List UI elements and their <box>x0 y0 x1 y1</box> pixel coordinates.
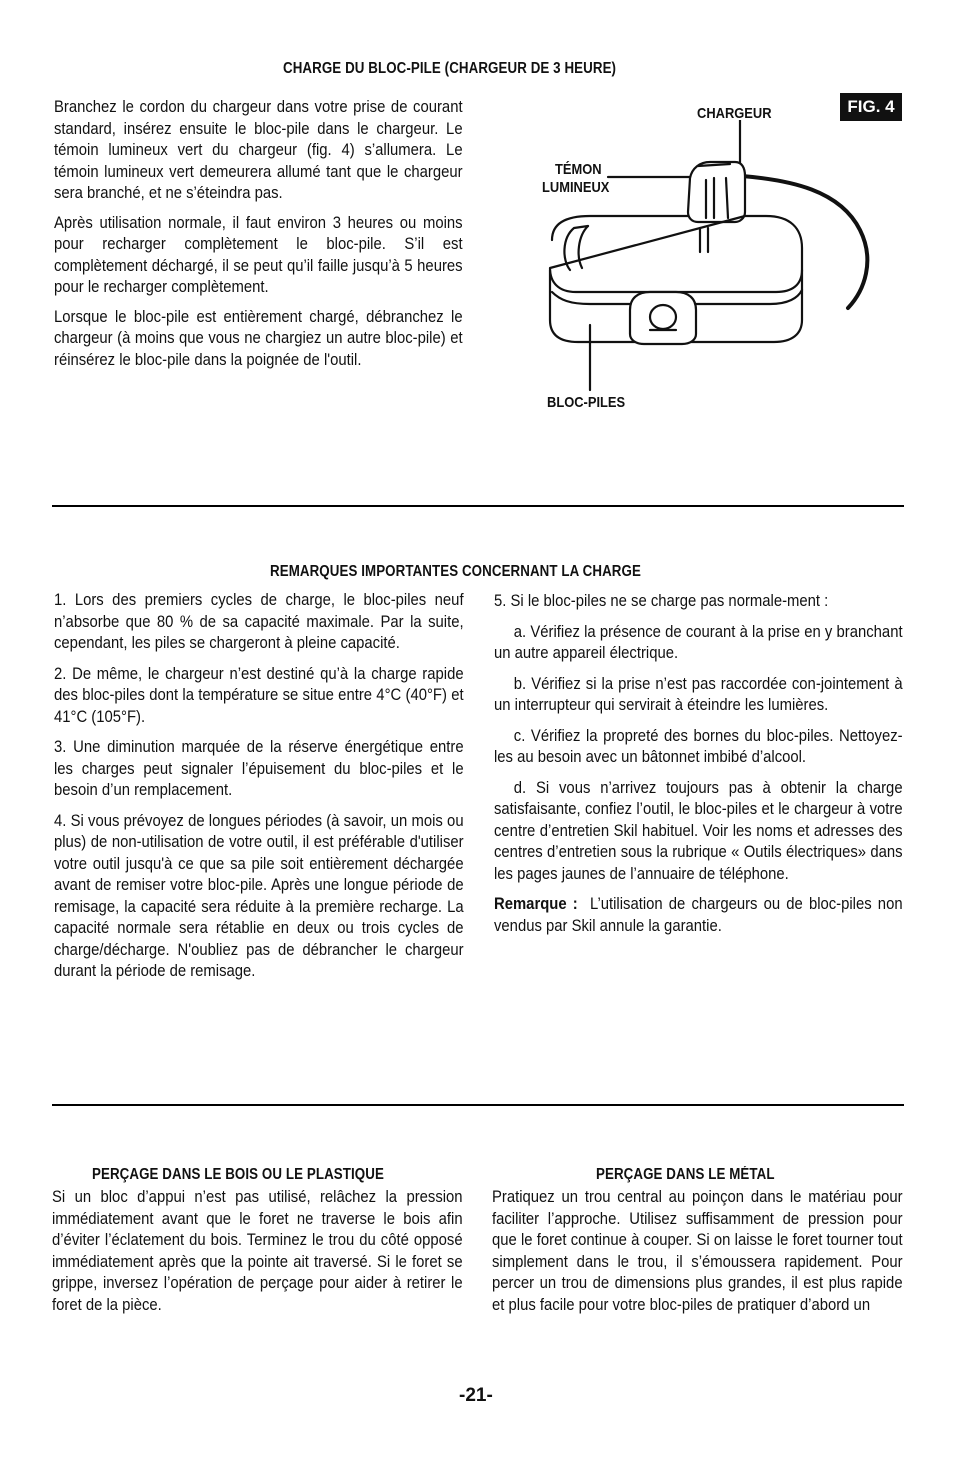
charger-battery-illustration <box>530 120 880 400</box>
metal-drilling-text <box>492 1187 903 1316</box>
remarks-right-column <box>494 591 903 937</box>
paragraph: Branchez le cordon du chargeur dans votre prise de courant standard, insérez ensuite le bloc-pile dans le chargeur. Le témoin lumineux vert du chargeur (fig. 4) s’allumera. Le témoin lumineux vert demeurera allumé tant que le chargeur sera branché, et ne s’éteindra pas. <box>54 98 463 202</box>
remark-text: L’utilisation de chargeurs ou de bloc-piles non vendus par Skil annule la garantie. <box>494 895 903 935</box>
remark-item: 2. De même, le chargeur n’est destiné qu’à la charge rapide des bloc-piles dont la température se situe entre 4°C (40°F) et 41°C (105°F). <box>54 664 464 726</box>
label-indicator-line1: TÉMON <box>555 161 602 178</box>
label-battery: BLOC-PILES <box>547 394 626 411</box>
section-divider <box>52 505 904 507</box>
label-charger: CHARGEUR <box>697 105 772 122</box>
section-title-charging: CHARGE DU BLOC-PILE (CHARGEUR DE 3 HEURE) <box>283 60 617 77</box>
remark-item-intro: 5. Si le bloc-piles ne se charge pas normale-ment : <box>494 592 829 610</box>
paragraph: Pratiquez un trou central au poinçon dans le matériau pour faciliter l’approche. Utilisez suffisamment de pression pour que le foret continue à couper. Si on laisse le foret tourner tout simplement dans le trou, il s’émoussera rapidement. Pour percer un trou de dimensions plus grandes, il est plus rapide et plus facile pour votre bloc-piles de pratiquer d’abord un <box>492 1188 903 1314</box>
remark-subitem: c. Vérifiez la propreté des bornes du bloc-piles. Nettoyez-les au besoin avec un bâtonnet imbibé d’alcool. <box>494 726 903 766</box>
remarks-left-column <box>54 590 464 983</box>
remark-item: 1. Lors des premiers cycles de charge, le bloc-piles neuf n’absorbe que 80 % de sa capacité maximale. Par la suite, cependant, les piles se chargeront à pleine capacité. <box>54 591 464 652</box>
remark-item: 3. Une diminution marquée de la réserve énergétique entre les charges peut signaler l’épuisement du bloc-piles et le besoin d’un remplacement. <box>54 738 464 799</box>
paragraph: Lorsque le bloc-pile est entièrement chargé, débranchez le chargeur (à moins que vous ne chargiez un autre bloc-pile) et réinsérez le bloc-pile dans la poignée de l'outil. <box>54 307 463 369</box>
paragraph: Si un bloc d’appui n’est pas utilisé, relâchez la pression immédiatement avant que le foret ne traverse le bois afin d’éviter l’éclatement du bois. Terminez le trou du côté opposé immédiatement après que la pointe ait traversé. Si le foret se grippe, inversez l’opération de perçage pour aider à retirer le foret de la pièce. <box>52 1188 463 1314</box>
page-number: -21- <box>459 1385 493 1406</box>
label-indicator-line2: LUMINEUX <box>542 179 610 196</box>
heading-metal-drilling: PERÇAGE DANS LE MÉTAL <box>596 1166 775 1183</box>
remark-note <box>494 894 903 937</box>
wood-drilling-text <box>52 1187 463 1316</box>
remark-subitem: d. Si vous n’arrivez toujours pas à obtenir la charge satisfaisante, confiez l’outil, le bloc-piles et le chargeur à votre centre d’entretien Skil habituel. Voir les noms et adresses des centres d’entretien sous la rubrique « Outils électriques» dans les pages jaunes de l’annuaire de téléphone. <box>494 778 903 883</box>
section-divider <box>52 1104 904 1106</box>
section-title-remarks: REMARQUES IMPORTANTES CONCERNANT LA CHARGE <box>270 563 641 580</box>
figure-tag: FIG. 4 <box>840 93 902 121</box>
charging-text <box>54 97 463 371</box>
remark-label: Remarque : <box>494 895 578 913</box>
heading-wood-drilling: PERÇAGE DANS LE BOIS OU LE PLASTIQUE <box>92 1166 384 1183</box>
paragraph: Après utilisation normale, il faut environ 3 heures ou moins pour recharger complètement le bloc-pile. S’il est complètement déchargé, il se peut qu’il faille jusqu’à 5 heures pour le recharger complètement. <box>54 213 463 296</box>
remark-subitem: a. Vérifiez la présence de courant à la prise en y branchant un autre appareil électrique. <box>494 622 903 662</box>
remark-subitem: b. Vérifiez si la prise n’est pas raccordée con-jointement à un interrupteur qui servirait à éteindre les lumières. <box>494 674 903 714</box>
remark-item: 4. Si vous prévoyez de longues périodes (à savoir, un mois ou plus) de non-utilisation de votre outil, il est préférable d'utiliser votre outil jusqu'à ce que sa pile soit entièrement déchargée avant de remiser votre bloc-pile. Après une longue période de remisage, la capacité sera réduite à la première recharge. La capacité normale sera rétablie en deux ou trois cycles de charge/décharge. N'oubliez pas de débrancher le chargeur durant la période de remisage. <box>54 811 464 980</box>
